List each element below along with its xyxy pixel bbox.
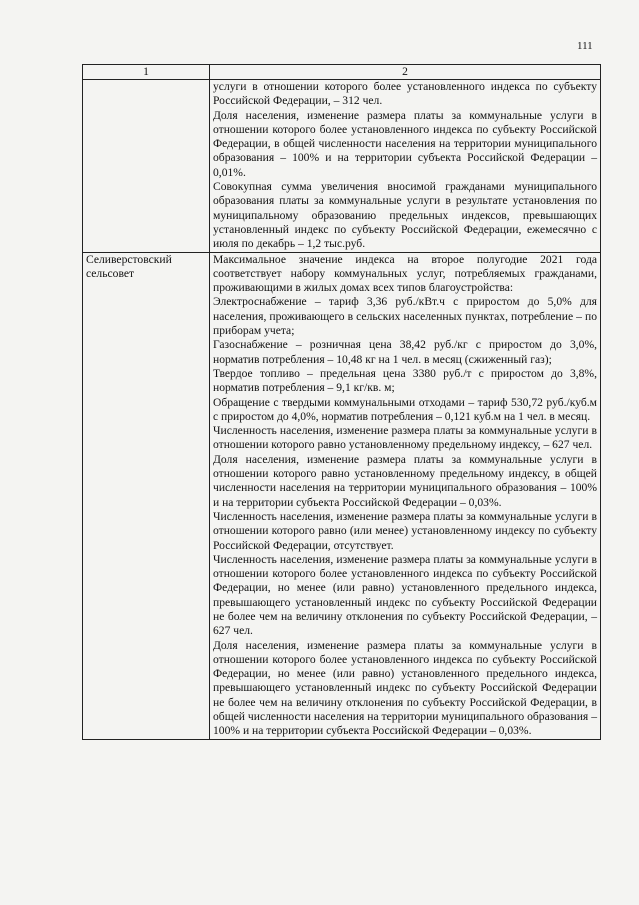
paragraph: Газоснабжение – розничная цена 38,42 руб./кг с приростом до 3,0%, норматив потребления – 10,48 кг на 1 чел. в месяц (сжиженный газ); [213,338,597,366]
column-header-2: 2 [210,65,601,80]
paragraph: Численность населения, изменение размера платы за коммунальные услуги в отношении которого равно (или менее) установленному индексу по субъекту Российской Федерации, отсутствует. [213,509,597,552]
table-header-row [83,65,601,80]
paragraph: Совокупная сумма увеличения вносимой гражданами муниципального образования платы за коммунальные услуги в результате установления по муниципальному образованию предельных индексов, превышающих установленный индекс по субъекту Российской Федерации, ежемесячно с июля по декабрь – 1,2 тыс.руб. [213,180,597,251]
municipality-name-cell [83,80,210,253]
paragraph: Доля населения, изменение размера платы за коммунальные услуги в отношении которого более установленного индекса по субъекту Российской Федерации, в общей численности населения на территории муниципального образования – 100% и на территории субъекта Российской Федерации – 0,01%. [213,108,597,179]
paragraph: Численность населения, изменение размера платы за коммунальные услуги в отношении которого равно установленному предельному индексу, – 627 чел. [213,424,597,452]
paragraph: Численность населения, изменение размера платы за коммунальные услуги в отношении которого более установленного индекса по субъекту Российской Федерации, но менее (или равно) установленного предельного индекса, превышающего установленный индекс по субъекту Российской Федерации не более чем на величину отклонения по субъекту Российской Федерации, – 627 чел. [213,552,597,638]
paragraph: услуги в отношении которого более установленного индекса по субъекту Российской Федерации, – 312 чел. [213,80,597,108]
page-number: 111 [577,40,593,52]
paragraph: Доля населения, изменение размера платы за коммунальные услуги в отношении которого более установленного индекса по субъекту Российской Федерации, но менее (или равно) установленного предельного индекса, превышающего установленный индекс по субъекту Российской Федерации не более чем на величину отклонения по субъекту Российской Федерации, в общей численности населения на территории муниципального образования – 100% и на территории субъекта Российской Федерации – 0,03%. [213,638,597,738]
data-table [82,64,601,740]
paragraph: Обращение с твердыми коммунальными отходами – тариф 530,72 руб./куб.м с приростом до 4,0%, норматив потребления – 0,121 куб.м на 1 чел. в месяц. [213,395,597,423]
paragraph: Электроснабжение – тариф 3,36 руб./кВт.ч с приростом до 5,0% для населения, проживающего в сельских населенных пунктах, потребление – по приборам учета; [213,295,597,338]
table-row [83,252,601,739]
paragraph: Доля населения, изменение размера платы за коммунальные услуги в отношении которого равно установленному предельному индексу, в общей численности населения на территории муниципального образования – 100% и на территории субъекта Российской Федерации – 0,03%. [213,452,597,509]
municipality-name-cell: Селиверстовский сельсовет [83,252,210,739]
table-row [83,80,601,253]
content-cell [210,252,601,739]
paragraph: Максимальное значение индекса на второе полугодие 2021 года соответствует набору коммунальных услуг, потребляемых гражданами, проживающими в жилых домах всех типов благоустройства: [213,252,597,295]
paragraph: Твердое топливо – предельная цена 3380 руб./т с приростом до 3,8%, норматив потребления – 9,1 кг/кв. м; [213,366,597,395]
content-cell [210,80,601,253]
column-header-1: 1 [83,65,210,80]
